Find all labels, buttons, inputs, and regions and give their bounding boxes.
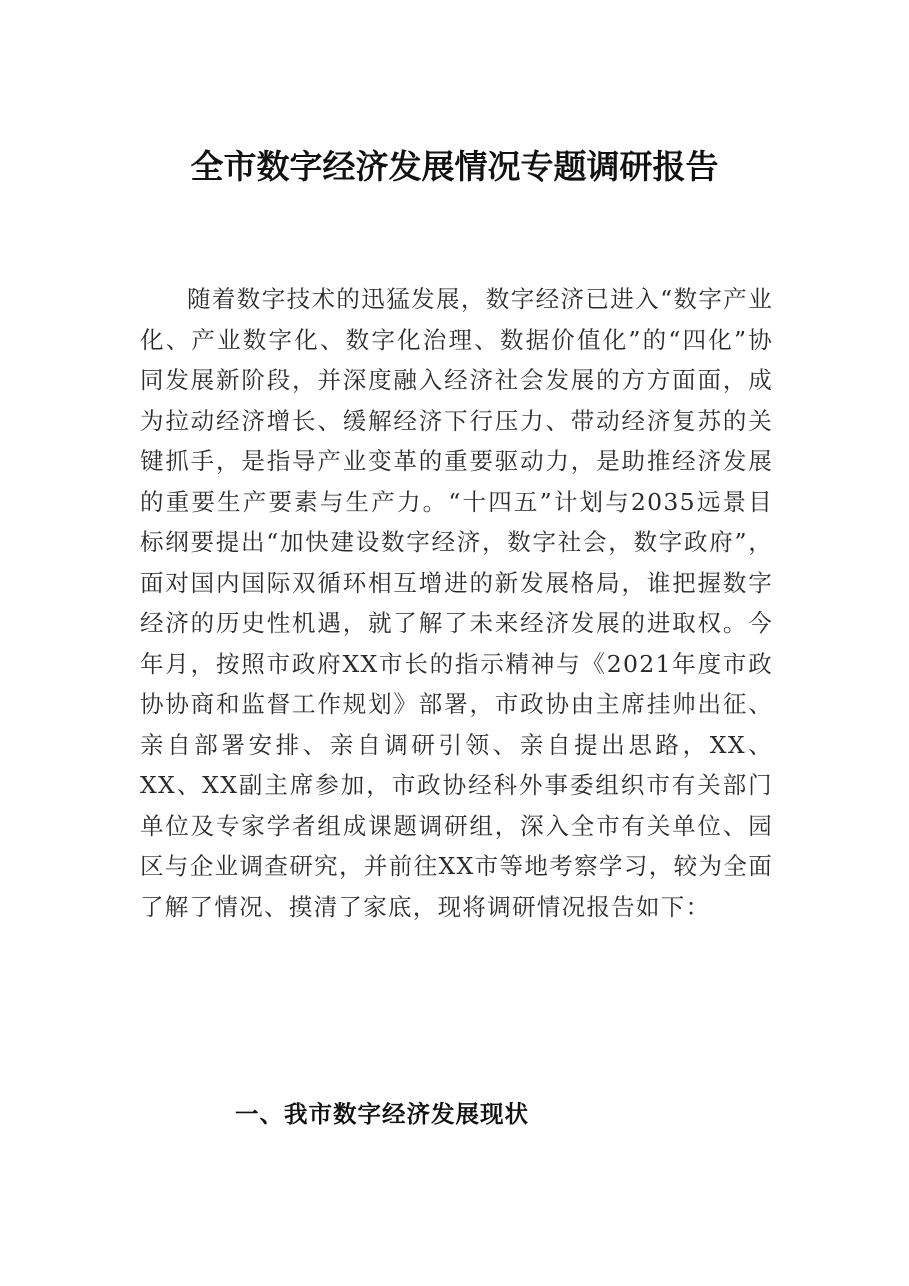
intro-paragraph: 随着数字技术的迅猛发展，数字经济已进入“数字产业化、产业数字化、数字化治理、数据价值化”的“四化”协同发展新阶段，并深度融入经济社会发展的方方面面，成为拉动经济增长、缓解经济下行压力、带动经济复苏的关键抓手，是指导产业变革的重要驱动力，是助推经济发展的重要生产要素与生产力。“十四五”计划与2035远景目标纲要提出“加快建设数字经济，数字社会，数字政府”，面对国内国际双循环相互增进的新发展格局，谁把握数字经济的历史性机遇，就了解了未来经济发展的进取权。今年月，按照市政府XX市长的指示精神与《2021年度市政协协商和监督工作规划》部署，市政协由主席挂帅出征、亲自部署安排、亲自调研引领、亲自提出思路，XX、XX、XX副主席参加，市政协经科外事委组织市有关部门单位及专家学者组成课题调研组，深入全市有关单位、园区与企业调查研究，并前往XX市等地考察学习，较为全面了解了情况、摸清了家底，现将调研情况报告如下：	[140, 285, 773, 921]
section-heading: 一、我市数字经济发展现状	[235, 1100, 529, 1128]
document-title: 全市数字经济发展情况专题调研报告	[190, 147, 719, 186]
